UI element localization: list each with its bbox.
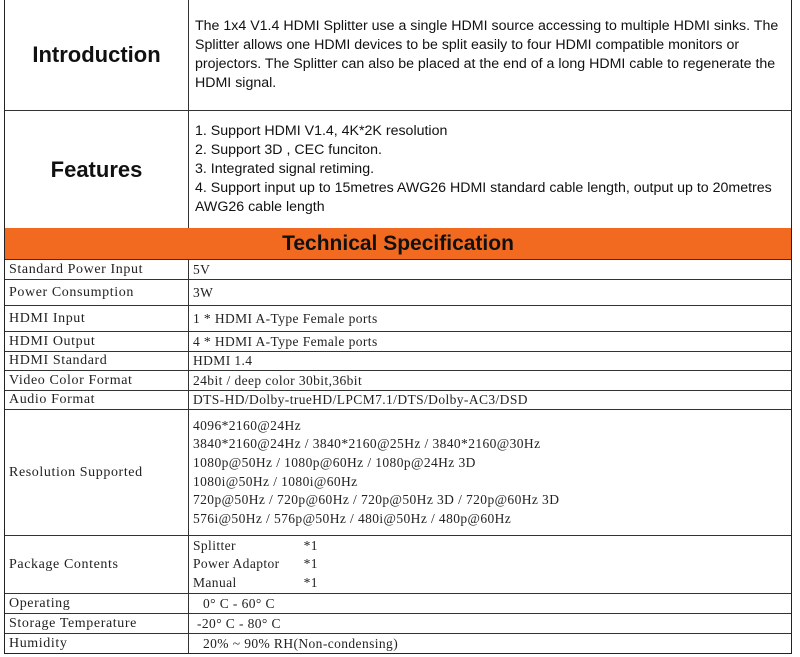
spec-label-cell [5, 536, 189, 593]
spec-value: -20° C - 80° C [197, 615, 281, 631]
spec-value: 24bit / deep color 30bit,36bit [193, 372, 363, 388]
spec-label-cell [5, 391, 189, 409]
spec-row-resolution-supported [5, 410, 791, 536]
features-label-cell [5, 111, 189, 228]
introduction-text: The 1x4 V1.4 HDMI Splitter use a single HDMI source accessing to multiple HDMI sinks. The Splitter allows one HDMI devices to be split easily to four HDMI compatible monitors or projectors. The Splitter can also be placed at the end of a long HDMI cable to regenerate the HDMI signal. [195, 18, 779, 91]
resolution-line: 4096*2160@24Hz [193, 417, 302, 433]
spec-value: 1 * HDMI A-Type Female ports [193, 310, 378, 326]
resolution-list [189, 417, 559, 529]
spec-value-cell [189, 352, 791, 370]
spec-row-video-color-format [5, 371, 791, 391]
spec-row-package-contents [5, 536, 791, 594]
spec-label: HDMI Output [9, 333, 96, 349]
spec-value-cell [189, 594, 791, 613]
spec-label: HDMI Input [9, 310, 86, 326]
resolution-line: 1080p@50Hz / 1080p@60Hz / 1080p@24Hz 3D [193, 454, 476, 470]
package-item-name: Splitter [193, 537, 236, 553]
spec-label-cell [5, 614, 189, 633]
spec-row-storage-temperature [5, 614, 791, 634]
spec-label: HDMI Standard [9, 353, 108, 368]
features-list-cell [189, 111, 791, 228]
feature-item: 2. Support 3D , CEC funciton. [195, 142, 382, 158]
spec-row-standard-power-input [5, 260, 791, 280]
spec-row-humidity [5, 634, 791, 654]
resolution-line: 3840*2160@24Hz / 3840*2160@25Hz / 3840*2160@30Hz [193, 436, 541, 452]
spec-row-operating [5, 594, 791, 614]
spec-row-hdmi-standard [5, 352, 791, 371]
feature-item: 1. Support HDMI V1.4, 4K*2K resolution [195, 123, 448, 139]
resolution-line: 576i@50Hz / 576p@50Hz / 480i@50Hz / 480p@60Hz [193, 510, 512, 526]
spec-label-cell [5, 594, 189, 613]
spec-value: DTS-HD/Dolby-trueHD/LPCM7.1/DTS/Dolby-AC3/DSD [193, 392, 528, 407]
spec-label-cell [5, 332, 189, 351]
spec-value-cell [189, 332, 791, 351]
spec-row-power-consumption [5, 280, 791, 306]
technical-specification-title: Technical Specification [282, 231, 514, 255]
spec-label: Humidity [9, 636, 68, 651]
features-list [189, 122, 791, 217]
spec-value-cell [189, 280, 791, 305]
feature-item: 3. Integrated signal retiming. [195, 161, 375, 177]
spec-value-cell [189, 634, 791, 654]
package-item [193, 555, 318, 574]
features-label: Features [50, 156, 143, 182]
package-contents-list [193, 537, 318, 593]
package-item-qty: *1 [303, 556, 318, 572]
spec-label-cell [5, 260, 189, 279]
spec-label-cell [5, 371, 189, 390]
spec-value: 5V [193, 261, 211, 277]
spec-label-cell [5, 352, 189, 370]
spec-sheet [4, 0, 792, 654]
spec-label-cell [5, 410, 189, 535]
spec-value: 20% ~ 90% RH(Non-condensing) [203, 636, 399, 651]
spec-label-cell [5, 634, 189, 654]
spec-label: Video Color Format [9, 372, 133, 388]
spec-label: Resolution Supported [9, 464, 143, 480]
technical-specification-header [5, 228, 791, 260]
introduction-label: Introduction [32, 42, 161, 67]
spec-value-cell [189, 410, 791, 535]
introduction-label-cell [5, 0, 189, 110]
package-item-name: Manual [193, 574, 237, 590]
spec-label: Standard Power Input [9, 261, 144, 277]
spec-value: HDMI 1.4 [193, 353, 253, 368]
spec-value-cell [189, 614, 791, 633]
spec-value-cell [189, 306, 791, 331]
spec-row-hdmi-input [5, 306, 791, 332]
feature-item: 4. Support input up to 15metres AWG26 HDMI standard cable length, output up to 20metres AWG26 cable length [195, 180, 772, 215]
spec-row-audio-format [5, 391, 791, 410]
spec-value-cell [189, 260, 791, 279]
package-item-qty: *1 [303, 537, 318, 553]
package-item-qty: *1 [303, 574, 318, 590]
spec-label: Power Consumption [9, 284, 134, 300]
spec-value-cell [189, 371, 791, 390]
introduction-row [5, 0, 791, 111]
spec-label: Audio Format [9, 392, 96, 407]
spec-value: 4 * HDMI A-Type Female ports [193, 333, 378, 349]
package-item-name: Power Adaptor [193, 556, 280, 572]
introduction-text-cell [189, 0, 791, 110]
spec-label: Package Contents [9, 556, 119, 572]
features-row [5, 111, 791, 228]
spec-value-cell [189, 536, 791, 593]
package-item [193, 574, 318, 593]
resolution-line: 720p@50Hz / 720p@60Hz / 720p@50Hz 3D / 720p@60Hz 3D [193, 492, 560, 508]
package-item [193, 537, 318, 556]
spec-label-cell [5, 280, 189, 305]
resolution-line: 1080i@50Hz / 1080i@60Hz [193, 473, 358, 489]
spec-value-cell [189, 391, 791, 409]
spec-value: 0° C - 60° C [203, 595, 275, 611]
spec-label: Storage Temperature [9, 615, 137, 631]
spec-label: Operating [9, 595, 71, 611]
spec-value: 3W [193, 284, 214, 300]
spec-label-cell [5, 306, 189, 331]
spec-row-hdmi-output [5, 332, 791, 352]
